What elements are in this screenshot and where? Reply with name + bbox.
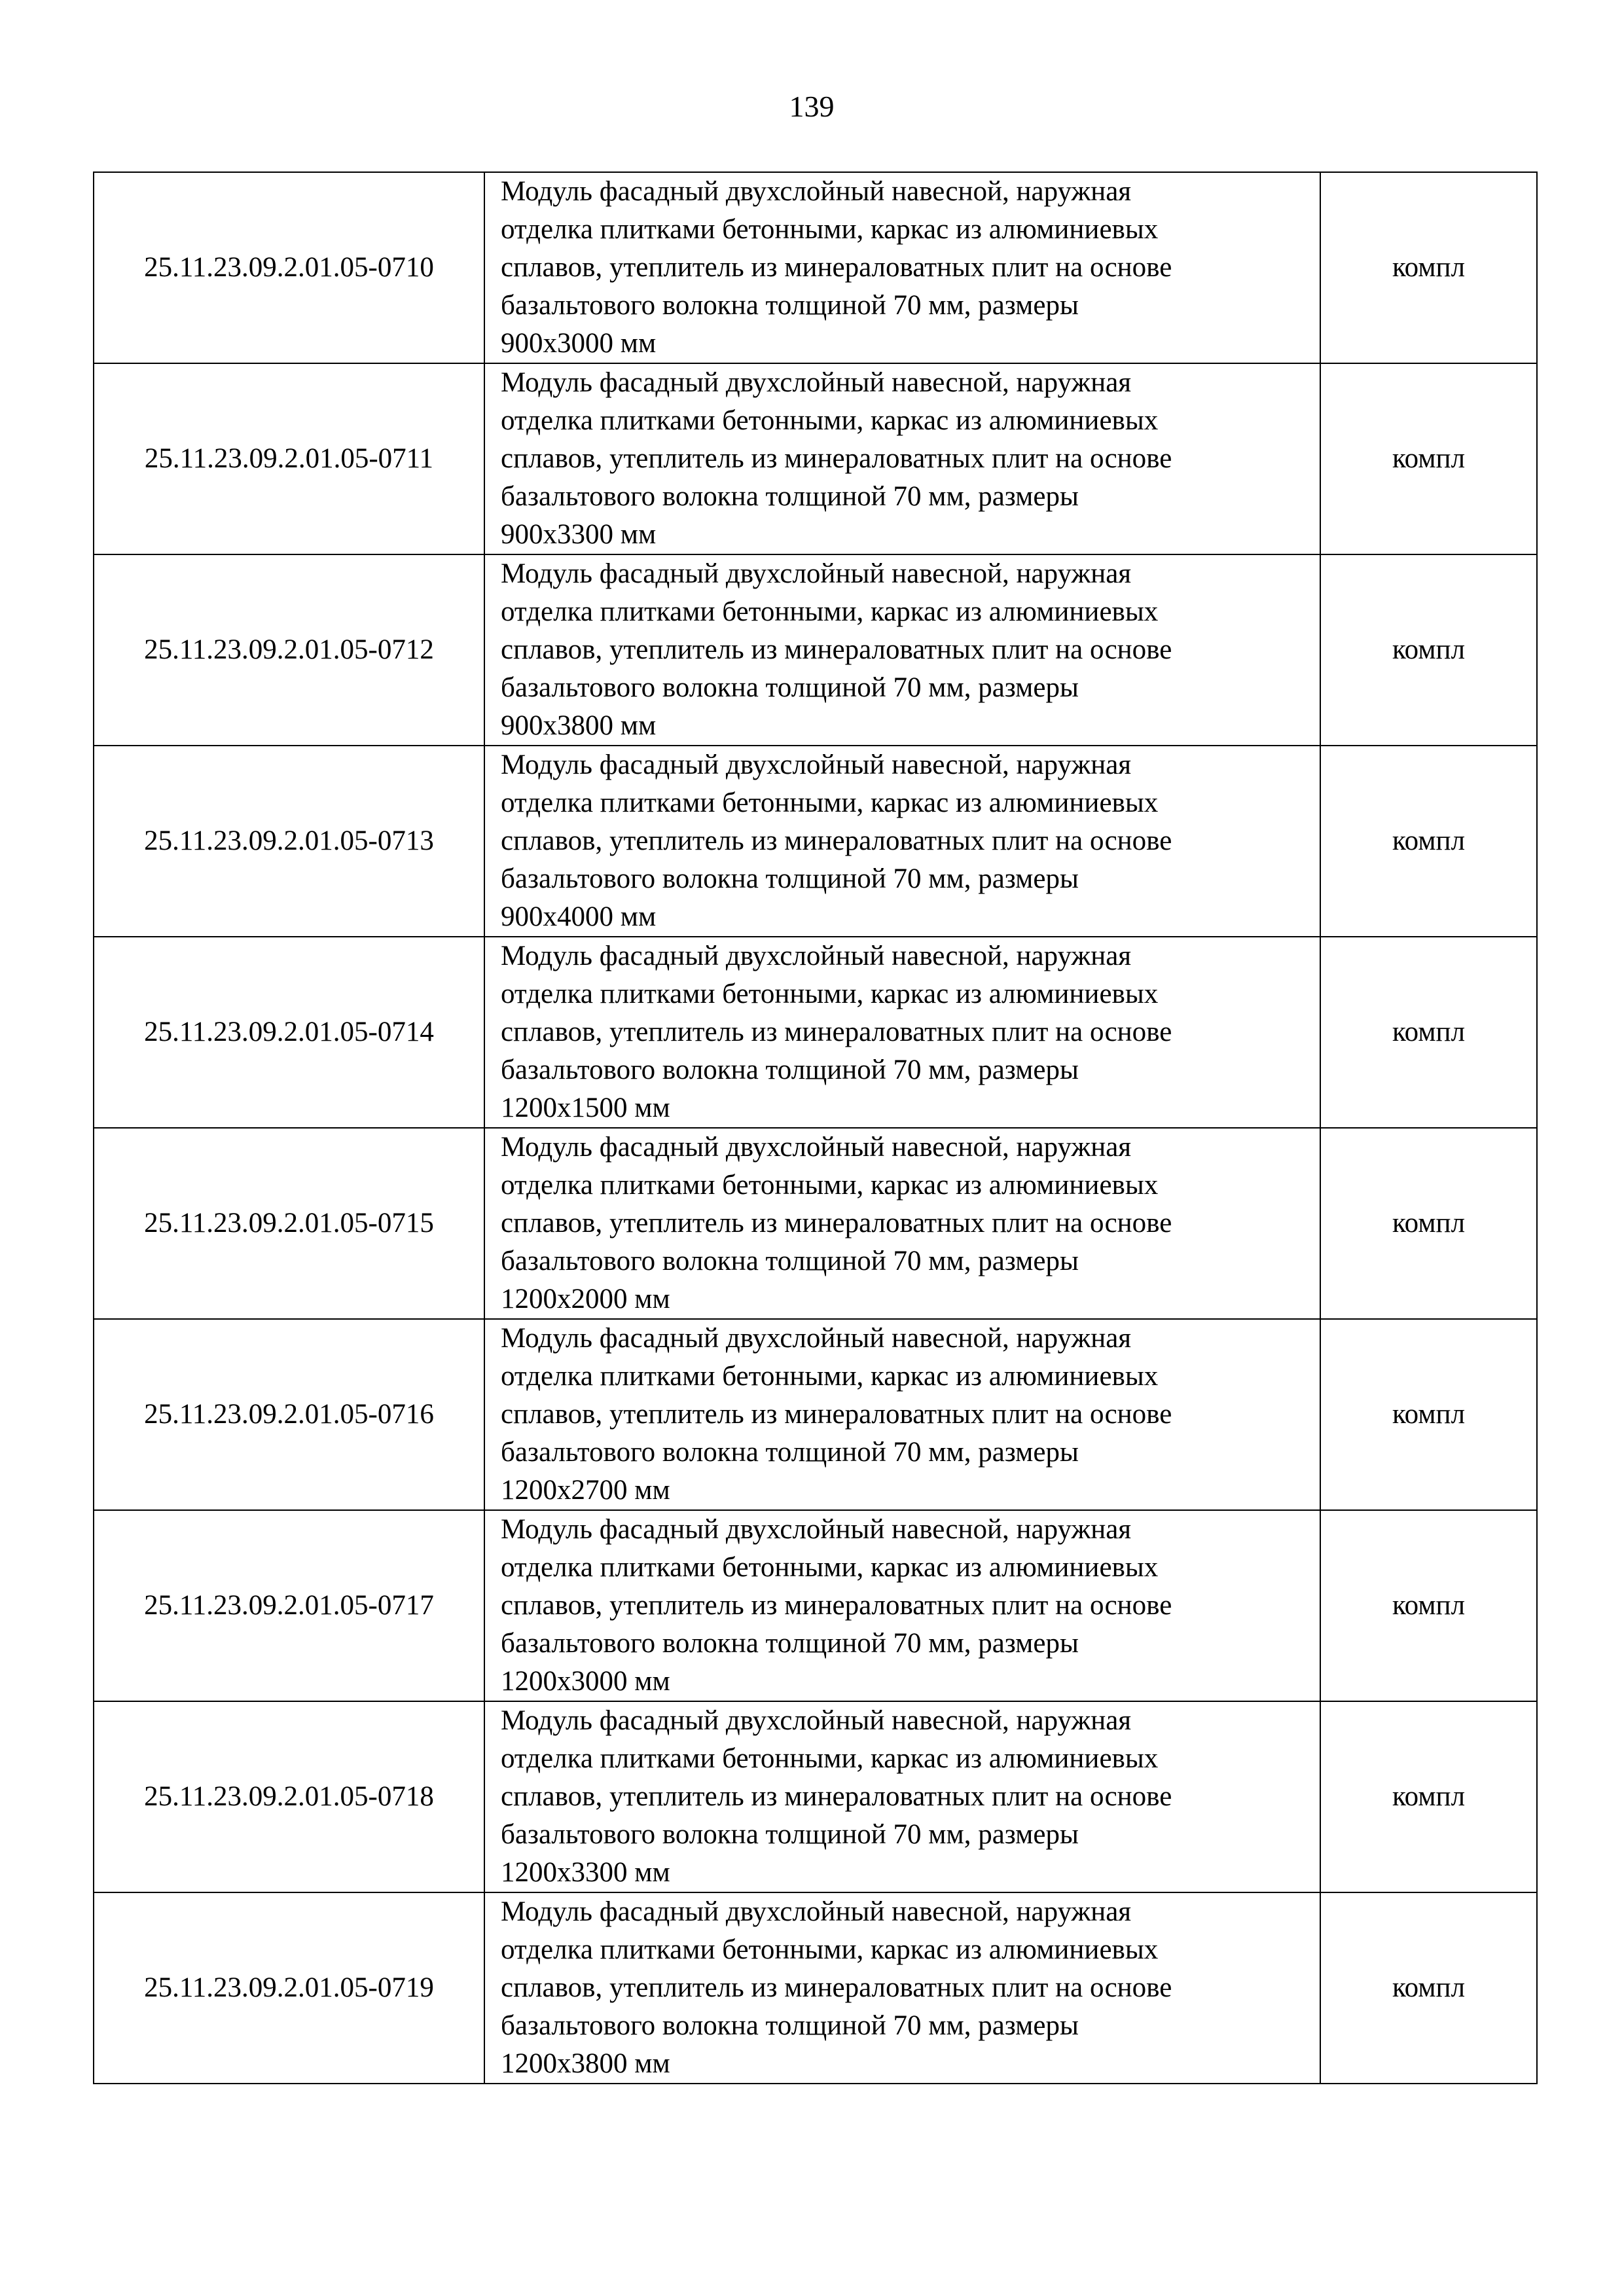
row-description: [484, 1128, 1320, 1319]
description-line: Модуль фасадный двухслойный навесной, наружная: [501, 367, 1132, 398]
table-row: [94, 554, 1537, 746]
description-line: 1200х2700 мм: [501, 1475, 670, 1506]
description-line: отделка плитками бетонными, каркас из алюминиевых: [501, 1743, 1159, 1774]
table-row: [94, 1319, 1537, 1510]
table-row: [94, 363, 1537, 554]
row-code: 25.11.23.09.2.01.05-0712: [94, 554, 484, 746]
description-line: 1200х1500 мм: [501, 1093, 670, 1123]
description-line: сплавов, утеплитель из минераловатных плит на основе: [501, 443, 1172, 474]
row-unit: компл: [1320, 1892, 1537, 2084]
row-unit: компл: [1320, 1319, 1537, 1510]
description-line: сплавов, утеплитель из минераловатных плит на основе: [501, 825, 1172, 856]
description-line: отделка плитками бетонными, каркас из алюминиевых: [501, 1170, 1159, 1201]
table-row: [94, 1892, 1537, 2084]
row-description: [484, 1701, 1320, 1892]
row-description: [484, 1510, 1320, 1701]
table-row: [94, 937, 1537, 1128]
row-code: 25.11.23.09.2.01.05-0710: [94, 172, 484, 363]
description-line: отделка плитками бетонными, каркас из алюминиевых: [501, 1552, 1159, 1583]
description-line: 900х4000 мм: [501, 901, 657, 932]
description-line: Модуль фасадный двухслойный навесной, наружная: [501, 941, 1132, 971]
description-line: Модуль фасадный двухслойный навесной, наружная: [501, 558, 1132, 589]
row-code: 25.11.23.09.2.01.05-0714: [94, 937, 484, 1128]
row-description: [484, 746, 1320, 937]
row-description: [484, 172, 1320, 363]
description-line: базальтового волокна толщиной 70 мм, размеры: [501, 2010, 1079, 2041]
row-description: [484, 937, 1320, 1128]
table-row: [94, 746, 1537, 937]
table-row: [94, 172, 1537, 363]
description-line: Модуль фасадный двухслойный навесной, наружная: [501, 1514, 1132, 1545]
description-line: Модуль фасадный двухслойный навесной, наружная: [501, 1132, 1132, 1163]
row-description: [484, 363, 1320, 554]
row-code: 25.11.23.09.2.01.05-0711: [94, 363, 484, 554]
row-unit: компл: [1320, 937, 1537, 1128]
row-unit: компл: [1320, 172, 1537, 363]
catalog-table: [93, 172, 1538, 2084]
description-line: базальтового волокна толщиной 70 мм, размеры: [501, 1246, 1079, 1276]
description-line: Модуль фасадный двухслойный навесной, наружная: [501, 750, 1132, 780]
description-line: отделка плитками бетонными, каркас из алюминиевых: [501, 405, 1159, 436]
description-line: отделка плитками бетонными, каркас из алюминиевых: [501, 1361, 1159, 1392]
description-line: 900х3800 мм: [501, 710, 657, 741]
description-line: базальтового волокна толщиной 70 мм, размеры: [501, 1819, 1079, 1850]
description-line: отделка плитками бетонными, каркас из алюминиевых: [501, 596, 1159, 627]
row-unit: компл: [1320, 746, 1537, 937]
description-line: Модуль фасадный двухслойный навесной, наружная: [501, 176, 1132, 207]
table-row: [94, 1510, 1537, 1701]
description-line: Модуль фасадный двухслойный навесной, наружная: [501, 1323, 1132, 1354]
description-line: сплавов, утеплитель из минераловатных плит на основе: [501, 1399, 1172, 1430]
row-unit: компл: [1320, 1510, 1537, 1701]
row-description: [484, 554, 1320, 746]
row-code: 25.11.23.09.2.01.05-0713: [94, 746, 484, 937]
description-line: отделка плитками бетонными, каркас из алюминиевых: [501, 214, 1159, 245]
table-row: [94, 1128, 1537, 1319]
description-line: сплавов, утеплитель из минераловатных плит на основе: [501, 1972, 1172, 2003]
description-line: базальтового волокна толщиной 70 мм, размеры: [501, 1437, 1079, 1468]
row-code: 25.11.23.09.2.01.05-0715: [94, 1128, 484, 1319]
description-line: базальтового волокна толщиной 70 мм, размеры: [501, 481, 1079, 512]
description-line: базальтового волокна толщиной 70 мм, размеры: [501, 290, 1079, 321]
description-line: 900х3000 мм: [501, 328, 657, 359]
description-line: 1200х3800 мм: [501, 2048, 670, 2079]
page-number: 139: [789, 90, 835, 123]
description-line: базальтового волокна толщиной 70 мм, размеры: [501, 863, 1079, 894]
description-line: базальтового волокна толщиной 70 мм, размеры: [501, 672, 1079, 703]
row-unit: компл: [1320, 1128, 1537, 1319]
row-code: 25.11.23.09.2.01.05-0718: [94, 1701, 484, 1892]
description-line: отделка плитками бетонными, каркас из алюминиевых: [501, 787, 1159, 818]
description-line: сплавов, утеплитель из минераловатных плит на основе: [501, 1590, 1172, 1621]
row-unit: компл: [1320, 554, 1537, 746]
description-line: отделка плитками бетонными, каркас из алюминиевых: [501, 1934, 1159, 1965]
row-description: [484, 1319, 1320, 1510]
description-line: 1200х2000 мм: [501, 1284, 670, 1314]
row-code: 25.11.23.09.2.01.05-0716: [94, 1319, 484, 1510]
description-line: базальтового волокна толщиной 70 мм, размеры: [501, 1055, 1079, 1085]
description-line: 1200х3300 мм: [501, 1857, 670, 1888]
description-line: отделка плитками бетонными, каркас из алюминиевых: [501, 979, 1159, 1009]
description-line: сплавов, утеплитель из минераловатных плит на основе: [501, 1208, 1172, 1238]
table-row: [94, 1701, 1537, 1892]
description-line: сплавов, утеплитель из минераловатных плит на основе: [501, 1781, 1172, 1812]
row-code: 25.11.23.09.2.01.05-0717: [94, 1510, 484, 1701]
catalog-table-body: [94, 172, 1537, 2084]
row-description: [484, 1892, 1320, 2084]
row-code: 25.11.23.09.2.01.05-0719: [94, 1892, 484, 2084]
description-line: базальтового волокна толщиной 70 мм, размеры: [501, 1628, 1079, 1659]
description-line: Модуль фасадный двухслойный навесной, наружная: [501, 1896, 1132, 1927]
description-line: сплавов, утеплитель из минераловатных плит на основе: [501, 634, 1172, 665]
description-line: 900х3300 мм: [501, 519, 657, 550]
description-line: сплавов, утеплитель из минераловатных плит на основе: [501, 1017, 1172, 1047]
description-line: 1200х3000 мм: [501, 1666, 670, 1697]
row-unit: компл: [1320, 363, 1537, 554]
description-line: Модуль фасадный двухслойный навесной, наружная: [501, 1705, 1132, 1736]
description-line: сплавов, утеплитель из минераловатных плит на основе: [501, 252, 1172, 283]
row-unit: компл: [1320, 1701, 1537, 1892]
